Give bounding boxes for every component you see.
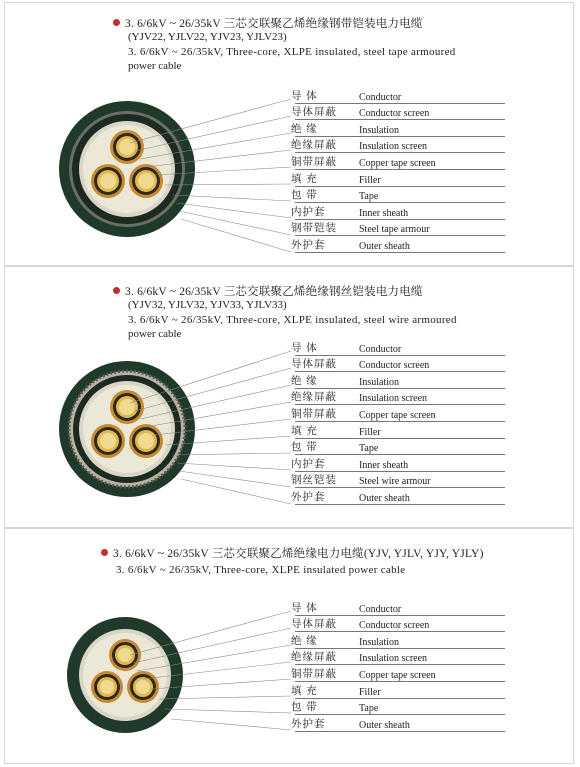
legend-row bbox=[291, 153, 505, 170]
component-zh: 钢带铠装 bbox=[291, 223, 337, 235]
component-en: Conductor bbox=[359, 603, 402, 615]
legend-row bbox=[291, 439, 505, 456]
component-zh: 绝缘屏蔽 bbox=[291, 392, 337, 404]
component-zh: 铜带屏蔽 bbox=[291, 668, 337, 680]
cable-cross-section-diagram bbox=[57, 359, 197, 499]
component-zh: 绝 缘 bbox=[291, 635, 318, 647]
component-zh: 绝 缘 bbox=[291, 123, 318, 135]
english-title-line2: power cable bbox=[128, 60, 182, 72]
component-en: Insulation bbox=[359, 124, 399, 136]
component-en: Copper tape screen bbox=[359, 409, 436, 421]
english-title: 3. 6/6kV ~ 26/35kV, Three-core, XLPE insulated, steel wire armoured bbox=[128, 314, 457, 326]
component-en: Inner sheath bbox=[359, 207, 409, 219]
component-zh: 绝缘屏蔽 bbox=[291, 140, 337, 152]
legend-row bbox=[291, 203, 505, 220]
component-en: Conductor bbox=[359, 343, 402, 355]
legend-row bbox=[291, 715, 505, 732]
legend-row bbox=[291, 616, 505, 633]
component-zh: 填 充 bbox=[291, 685, 318, 697]
legend-row bbox=[291, 682, 505, 699]
component-en: Conductor screen bbox=[359, 620, 430, 632]
legend-row bbox=[291, 389, 505, 406]
legend-row bbox=[291, 455, 505, 472]
legend-row bbox=[291, 120, 505, 137]
component-en: Insulation screen bbox=[359, 653, 428, 665]
component-zh: 铜带屏蔽 bbox=[291, 408, 337, 420]
section-title-text: 3. 6/6kV ~ 26/35kV 三芯交联聚乙烯绝缘电力电缆(YJV, YJLV, YJY, YJLY) bbox=[113, 548, 484, 560]
component-zh: 外护套 bbox=[291, 491, 326, 503]
model-list: (YJV22, YJLV22, YJV23, YJLV23) bbox=[128, 31, 287, 43]
component-zh: 导 体 bbox=[291, 602, 318, 614]
bullet-icon bbox=[113, 287, 120, 294]
component-en: Copper tape screen bbox=[359, 157, 436, 169]
section-title bbox=[113, 285, 423, 299]
legend-row bbox=[291, 104, 505, 121]
legend-row bbox=[291, 137, 505, 154]
component-en: Conductor screen bbox=[359, 360, 430, 372]
section-unarmoured bbox=[4, 528, 574, 764]
section-steel-tape-armoured bbox=[4, 2, 574, 266]
component-zh: 内护套 bbox=[291, 206, 326, 218]
component-en: Tape bbox=[359, 703, 379, 715]
bullet-icon bbox=[101, 549, 108, 556]
component-zh: 绝缘屏蔽 bbox=[291, 652, 337, 664]
component-en: Outer sheath bbox=[359, 240, 410, 252]
legend-row bbox=[291, 87, 505, 104]
section-title-text: 3. 6/6kV ~ 26/35kV 三芯交联聚乙烯绝缘钢带铠装电力电缆 bbox=[125, 18, 423, 30]
legend-row bbox=[291, 356, 505, 373]
component-en: Steel wire armour bbox=[359, 476, 431, 488]
cable-cross-section-diagram bbox=[57, 99, 197, 239]
legend-row bbox=[291, 632, 505, 649]
component-zh: 导 体 bbox=[291, 90, 318, 102]
component-zh: 导体屏蔽 bbox=[291, 619, 337, 631]
component-zh: 导体屏蔽 bbox=[291, 359, 337, 371]
component-zh: 钢丝铠装 bbox=[291, 475, 337, 487]
legend-row bbox=[291, 699, 505, 716]
component-en: Conductor screen bbox=[359, 108, 430, 120]
section-title bbox=[113, 17, 423, 31]
component-en: Filler bbox=[359, 686, 381, 698]
component-en: Insulation bbox=[359, 636, 399, 648]
english-title: 3. 6/6kV ~ 26/35kV, Three-core, XLPE insulated, steel tape armoured bbox=[128, 46, 456, 58]
component-en: Conductor bbox=[359, 91, 402, 103]
component-en: Insulation bbox=[359, 376, 399, 388]
component-en: Outer sheath bbox=[359, 492, 410, 504]
legend-row bbox=[291, 187, 505, 204]
component-zh: 包 带 bbox=[291, 190, 318, 202]
component-en: Inner sheath bbox=[359, 459, 409, 471]
component-en: Insulation screen bbox=[359, 393, 428, 405]
bullet-icon bbox=[113, 19, 120, 26]
legend-row bbox=[291, 339, 505, 356]
component-zh: 导体屏蔽 bbox=[291, 107, 337, 119]
component-legend bbox=[291, 87, 505, 253]
english-title-line2: power cable bbox=[128, 328, 182, 340]
legend-row bbox=[291, 170, 505, 187]
cable-cross-section-diagram bbox=[65, 615, 185, 735]
model-list: (YJV32, YJLV32, YJV33, YJLV33) bbox=[128, 299, 287, 311]
legend-row bbox=[291, 236, 505, 253]
component-zh: 绝 缘 bbox=[291, 375, 318, 387]
legend-row bbox=[291, 405, 505, 422]
component-en: Filler bbox=[359, 174, 381, 186]
legend-row bbox=[291, 599, 505, 616]
component-zh: 填 充 bbox=[291, 425, 318, 437]
legend-row bbox=[291, 649, 505, 666]
component-en: Filler bbox=[359, 426, 381, 438]
component-en: Copper tape screen bbox=[359, 669, 436, 681]
legend-row bbox=[291, 220, 505, 237]
component-zh: 外护套 bbox=[291, 239, 326, 251]
legend-row bbox=[291, 422, 505, 439]
legend-row bbox=[291, 488, 505, 505]
component-legend bbox=[291, 339, 505, 505]
legend-row bbox=[291, 372, 505, 389]
component-en: Insulation screen bbox=[359, 141, 428, 153]
section-steel-wire-armoured bbox=[4, 266, 574, 528]
component-legend bbox=[291, 599, 505, 732]
english-title: 3. 6/6kV ~ 26/35kV, Three-core, XLPE insulated power cable bbox=[116, 564, 406, 576]
component-zh: 外护套 bbox=[291, 718, 326, 730]
component-en: Tape bbox=[359, 443, 379, 455]
component-zh: 内护套 bbox=[291, 458, 326, 470]
component-zh: 包 带 bbox=[291, 702, 318, 714]
legend-row bbox=[291, 472, 505, 489]
section-title-text: 3. 6/6kV ~ 26/35kV 三芯交联聚乙烯绝缘钢丝铠装电力电缆 bbox=[125, 286, 423, 298]
component-zh: 导 体 bbox=[291, 342, 318, 354]
legend-row bbox=[291, 665, 505, 682]
component-en: Outer sheath bbox=[359, 719, 410, 731]
component-zh: 包 带 bbox=[291, 442, 318, 454]
section-title bbox=[101, 547, 484, 561]
component-zh: 铜带屏蔽 bbox=[291, 156, 337, 168]
component-zh: 填 充 bbox=[291, 173, 318, 185]
component-en: Steel tape armour bbox=[359, 224, 430, 236]
component-en: Tape bbox=[359, 191, 379, 203]
